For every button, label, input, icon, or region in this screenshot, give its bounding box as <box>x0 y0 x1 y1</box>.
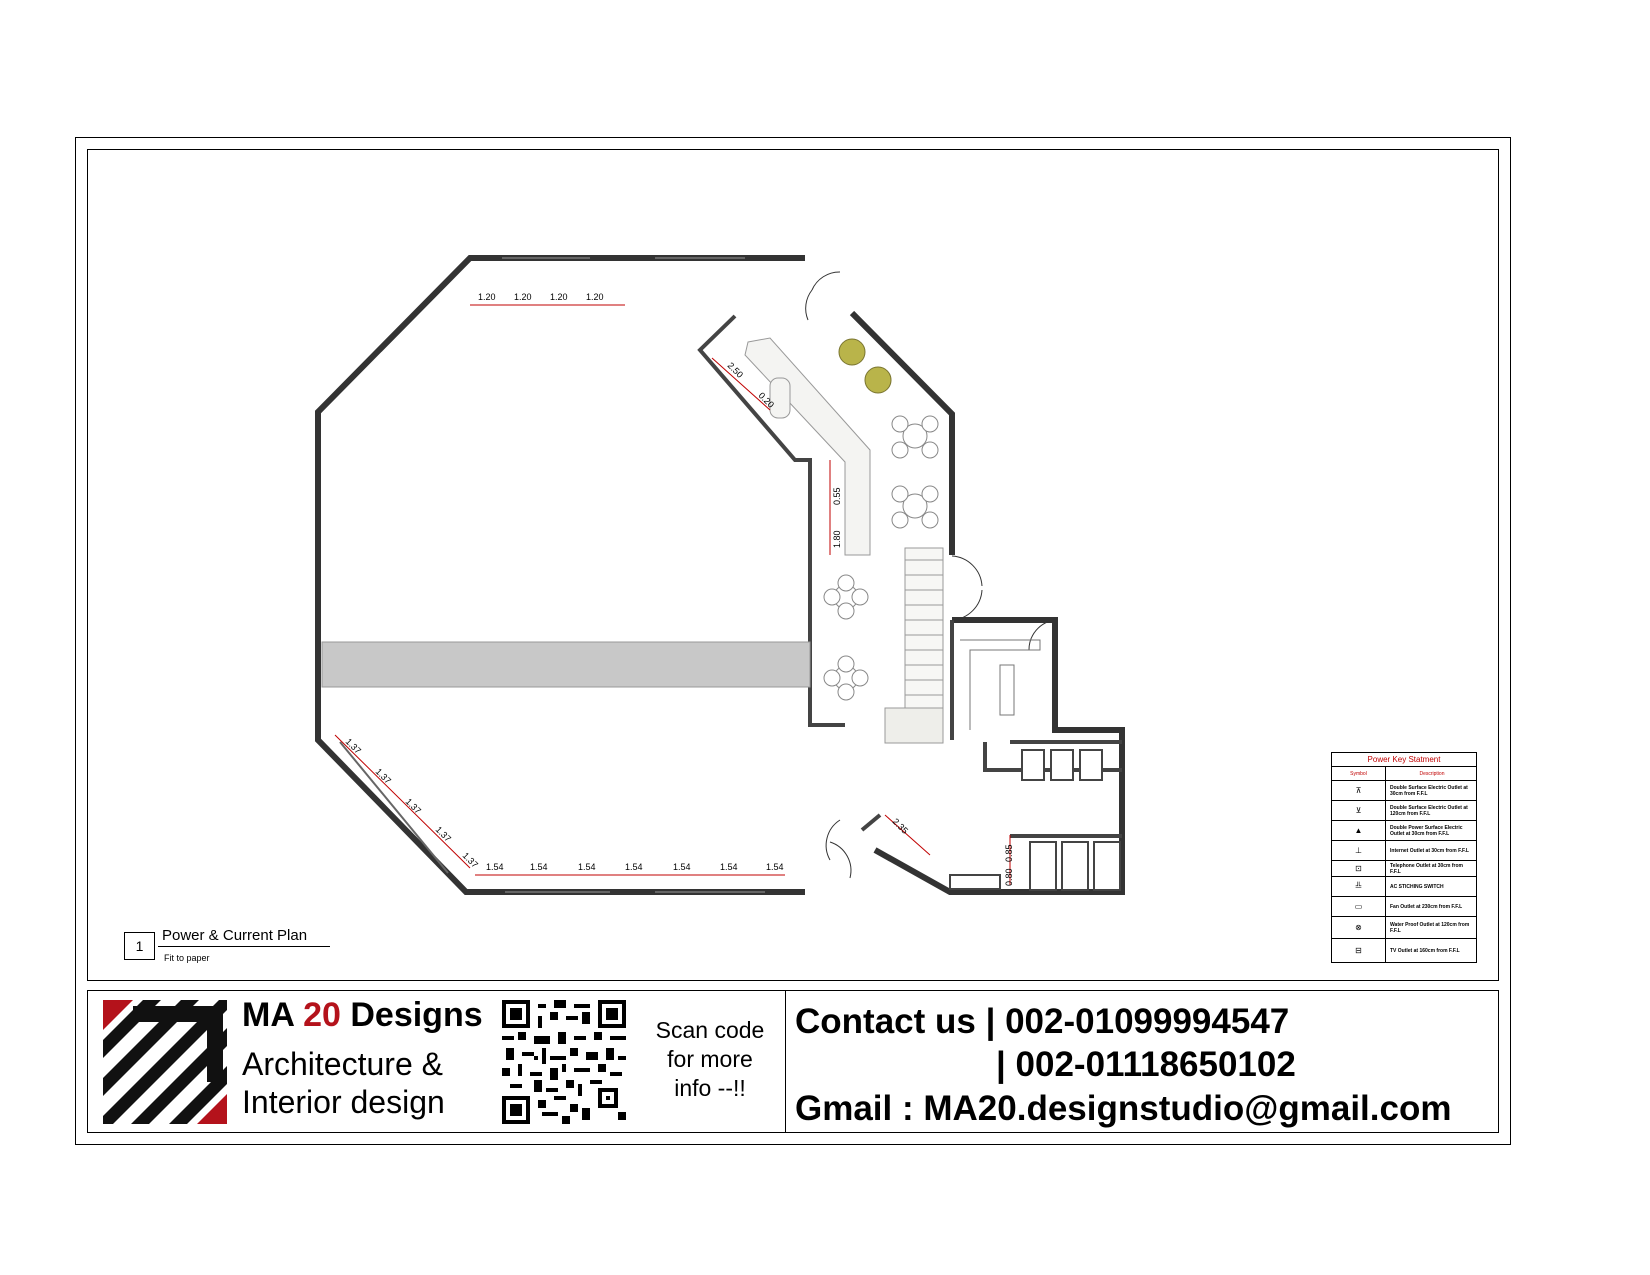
outlet-30-icon: ⊼ <box>1332 781 1386 800</box>
qr-code <box>502 1000 626 1124</box>
dim-bottom-4: 1.54 <box>625 862 643 872</box>
view-title-underline <box>158 946 330 947</box>
dim-bar-4: 1.80 <box>832 530 842 548</box>
internet-outlet-icon: ⊥ <box>1332 841 1386 860</box>
view-title: Power & Current Plan <box>162 927 308 944</box>
contact-phone-2: | 002-01118650102 <box>996 1045 1296 1084</box>
legend-col-description: Description <box>1419 770 1445 777</box>
dim-wc-1: 2.35 <box>890 816 911 836</box>
legend-description: Internet Outlet at 30cm from F.F.L <box>1390 847 1469 854</box>
power-key-legend <box>1331 752 1477 963</box>
dim-bottom-7: 1.54 <box>766 862 784 872</box>
dim-top-2: 1.20 <box>514 292 532 302</box>
legend-description: Fan Outlet at 230cm from F.F.L <box>1390 903 1463 910</box>
ac-switch-icon: ╩ <box>1332 877 1386 896</box>
contact-email[interactable]: Gmail : MA20.designstudio@gmail.com <box>795 1089 1452 1128</box>
brand-number: 20 <box>303 996 341 1034</box>
legend-description: Double Surface Electric Outlet at 30cm from F.F.L <box>1390 784 1468 797</box>
telephone-outlet-icon: ⊡ <box>1332 861 1386 876</box>
legend-row <box>1332 877 1476 897</box>
brand-prefix: MA <box>242 996 294 1034</box>
dim-diag-1: 1.37 <box>343 736 364 756</box>
scan-instruction: Scan code for more info --!! <box>655 1017 765 1101</box>
legend-row <box>1332 841 1476 861</box>
dim-bar-2: 0.20 <box>756 390 777 410</box>
brand-subtitle-line2: Interior design <box>242 1084 445 1120</box>
dim-bar-3: 0.55 <box>832 487 842 505</box>
tv-outlet-icon: ⊟ <box>1332 939 1386 962</box>
company-logo <box>103 1000 227 1124</box>
legend-description: Telephone Outlet at 30cm from F.F.L <box>1390 862 1463 875</box>
view-scale: Fit to paper <box>164 953 210 963</box>
brand-name <box>242 996 483 1035</box>
fan-outlet-icon: ▭ <box>1332 897 1386 916</box>
legend-row <box>1332 821 1476 841</box>
legend-title: Power Key Statment <box>1332 753 1476 767</box>
legend-row <box>1332 861 1476 877</box>
legend-header-row <box>1332 767 1476 781</box>
dim-diag-5: 1.37 <box>460 850 481 870</box>
dim-wc-3: 0.85 <box>1004 844 1014 862</box>
legend-description: Water Proof Outlet at 120cm from F.F.L <box>1390 921 1470 934</box>
legend-row <box>1332 801 1476 821</box>
dim-diag-2: 1.37 <box>373 766 394 786</box>
brand-subtitle-line1: Architecture & <box>242 1046 443 1082</box>
legend-description: TV Outlet at 160cm from F.F.L <box>1390 947 1460 954</box>
dim-bottom-3: 1.54 <box>578 862 596 872</box>
dim-bottom-5: 1.54 <box>673 862 691 872</box>
dim-bottom-1: 1.54 <box>486 862 504 872</box>
dim-wc-2: 0.80 <box>1004 868 1014 886</box>
view-number: 1 <box>124 932 155 960</box>
contact-phone-1: Contact us | 002-01099994547 <box>795 1002 1290 1041</box>
dim-bottom-2: 1.54 <box>530 862 548 872</box>
legend-row <box>1332 897 1476 917</box>
outlet-120-icon: ⊻ <box>1332 801 1386 820</box>
dim-diag-3: 1.37 <box>403 796 424 816</box>
legend-description: Double Surface Electric Outlet at 120cm from F.F.L <box>1390 804 1468 817</box>
power-outlet-icon: ▲ <box>1332 821 1386 840</box>
legend-row <box>1332 781 1476 801</box>
legend-description: Double Power Surface Electric Outlet at 30cm from F.F.L <box>1390 824 1463 837</box>
legend-description: AC STICHING SWITCH <box>1390 883 1444 890</box>
dim-top-3: 1.20 <box>550 292 568 302</box>
legend-col-symbol: Symbol <box>1332 767 1386 780</box>
dim-bottom-6: 1.54 <box>720 862 738 872</box>
waterproof-outlet-icon: ⊗ <box>1332 917 1386 938</box>
dim-diag-4: 1.37 <box>433 824 454 844</box>
dim-top-4: 1.20 <box>586 292 604 302</box>
dim-bar-1: 2.50 <box>725 360 746 380</box>
legend-row <box>1332 939 1476 962</box>
dim-top-1: 1.20 <box>478 292 496 302</box>
legend-row <box>1332 917 1476 939</box>
brand-suffix: Designs <box>350 996 483 1034</box>
